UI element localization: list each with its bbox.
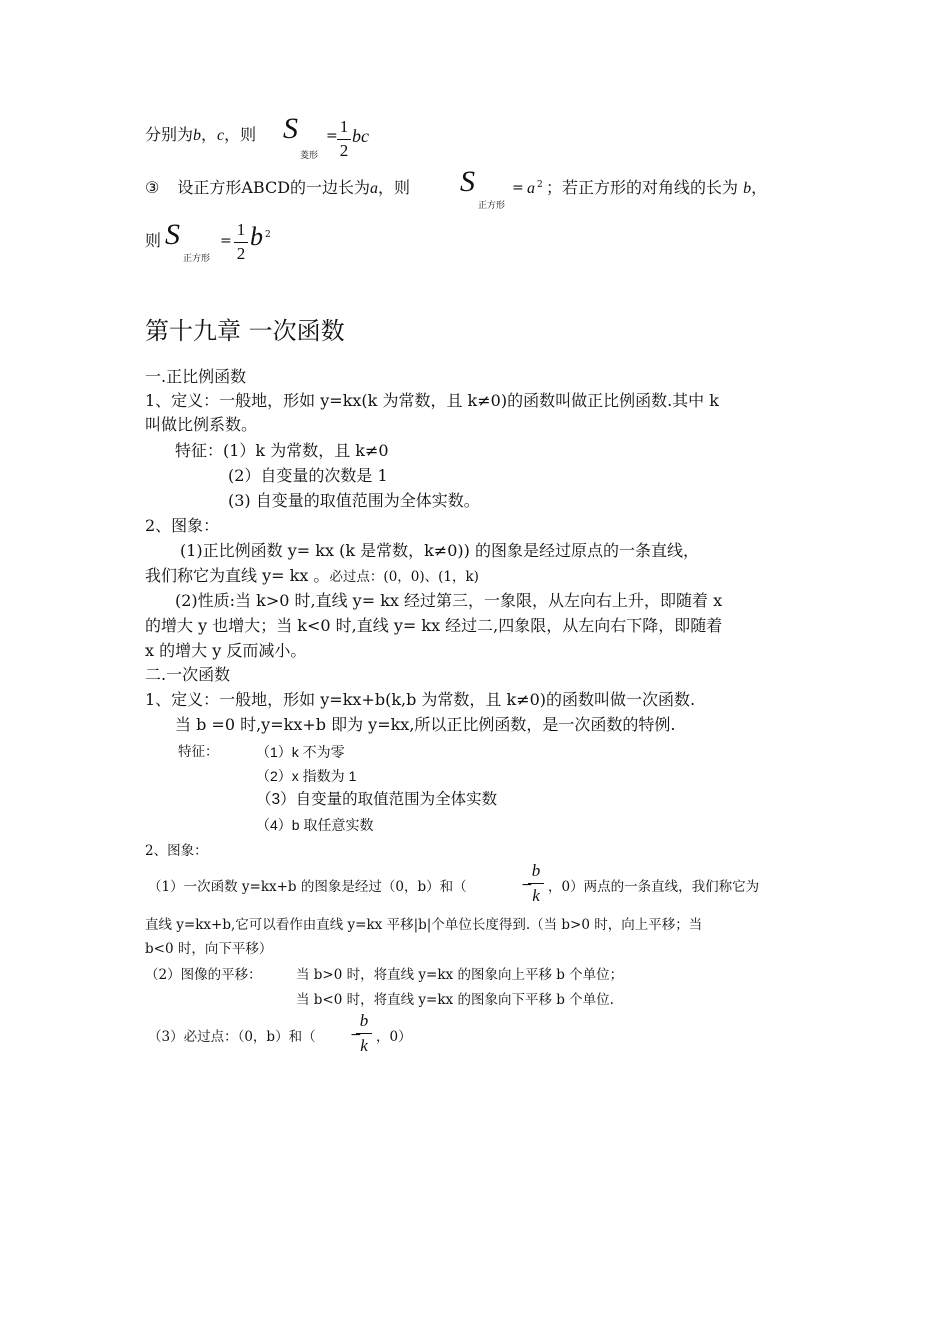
graph-text: （1）一次函数 y=kx+b 的图象是经过（0，b）和（ [148,879,467,895]
denominator: 2 [339,141,349,160]
shift-text: 当 b<0 时，将直线 y=kx 的图象向下平移 b 个单位. [296,992,614,1008]
numerator: b [531,861,541,880]
fraction-b-over-k [356,1011,372,1056]
graph-text: ，0）两点的一条直线，我们称它为 [548,879,760,895]
graph-text: b<0 时，向下平移） [145,941,273,957]
text: ，则 [378,178,411,197]
area-subscript: 正方形 [478,201,506,211]
exponent: 2 [537,180,543,190]
definition-line: 1、定义：一般地，形如 y=kx+b(k,b 为常数，且 k≠0)的函数叫做一次函数. [145,690,696,709]
graph-heading: 2、图象： [145,843,208,859]
fraction-half [234,221,248,263]
feature-line: (2）自变量的次数是 1 [228,466,388,485]
feature-line: (3) 自变量的取值范围为全体实数。 [228,491,480,510]
text: ，则 [224,125,257,144]
square-diagonal-text [546,178,767,199]
graph-heading: 2、图象： [145,516,220,535]
graph-text: 直线 y=kx+b,它可以看作由直线 y=kx 平移|b|个单位长度得到.（当 b>0 时，向上平移；当 [145,917,703,933]
area-subscript: 菱形 [300,151,319,161]
section-heading: 二.一次函数 [145,665,231,684]
graph-text [145,566,479,587]
numerator: 1 [236,220,246,239]
rhombus-area-line [145,125,256,146]
feature-text: k 不为零 [291,744,345,760]
area-symbol: S [165,218,180,251]
text: ；若正方形的对角线的长为 [546,178,739,197]
text: ， [201,125,218,144]
equals-sign: = [326,128,338,144]
var-c: c [217,127,225,144]
shift-label: （2）图像的平移： [145,967,262,983]
graph-text: (2)性质:当 k>0 时,直线 y= kx 经过第三，一象限，从左向右上升，即随着 x [175,591,723,610]
denominator: k [360,1036,368,1055]
feature-item [256,790,497,810]
circled-number: ③ [145,178,160,197]
area-subscript: 正方形 [183,254,211,264]
graph-text: (1)正比例函数 y= kx (k 是常数，k≠0)) 的图象是经过原点的一条直线， [180,541,699,560]
feature-number: （3） [256,791,296,808]
text: 我们称它为直线 y= kx 。 [145,566,330,585]
feature-line: 特征：(1）k 为常数，且 k≠0 [175,441,389,460]
chapter-title: 第十九章 一次函数 [145,317,345,345]
minus-sign: − [521,877,533,893]
square-diagonal-formula-prefix [145,231,161,251]
point-text: （3）必过点：（0，b）和（ [148,1029,316,1045]
definition-line: 叫做比例系数。 [145,415,258,434]
point-text: ，0） [376,1029,412,1045]
exponent: 2 [265,230,271,240]
formula-tail: bc [352,126,369,146]
definition-line: 1、定义：一般地，形如 y=kx(k 为常数，且 k≠0)的函数叫做正比例函数.其中 k [145,391,719,410]
shift-text: 当 b>0 时，将直线 y=kx 的图象向上平移 b 个单位； [296,967,624,983]
fraction-b-over-k [528,861,544,906]
fraction-half [337,118,351,160]
minus-sign: − [350,1027,362,1043]
var-a: a [527,180,535,197]
text: ， [751,178,768,197]
definition-line: 当 b =0 时,y=kx+b 即为 y=kx,所以正比例函数，是一次函数的特例. [175,715,676,734]
denominator: k [532,886,540,905]
text: 分别为 [145,125,194,144]
feature-item [256,766,356,786]
feature-number: （1） [256,744,292,760]
feature-label: 特征： [178,744,219,760]
graph-text: 的增大 y 也增大；当 k<0 时,直线 y= kx 经过二,四象限，从左向右下降，即随着 [145,616,723,635]
section-heading: 一.正比例函数 [145,367,247,386]
denominator: 2 [236,244,246,263]
feature-item [256,815,373,835]
feature-number: （4） [256,817,292,833]
graph-text: x 的增大 y 反而减小。 [145,641,307,660]
text: 则 [145,231,162,250]
feature-text: x 指数为 1 [291,768,357,784]
numerator: b [359,1011,369,1030]
var-b: b [250,222,263,251]
var-a: a [370,180,379,197]
var-b: b [743,180,752,197]
square-area-line [145,178,410,199]
feature-number: （2） [256,768,292,784]
feature-item [256,742,345,762]
var-b: b [193,127,202,144]
feature-text: 自变量的取值范围为全体实数 [295,791,498,808]
area-symbol: S [283,112,298,145]
area-symbol: S [460,165,475,198]
equals-sign: = [512,180,524,196]
text: 设正方形ABCD的一边长为 [177,178,371,197]
numerator: 1 [339,117,349,136]
equals-sign: = [220,233,232,249]
text: 必过点：(0，0)、(1，k) [329,569,479,585]
feature-text: b 取任意实数 [291,817,374,833]
